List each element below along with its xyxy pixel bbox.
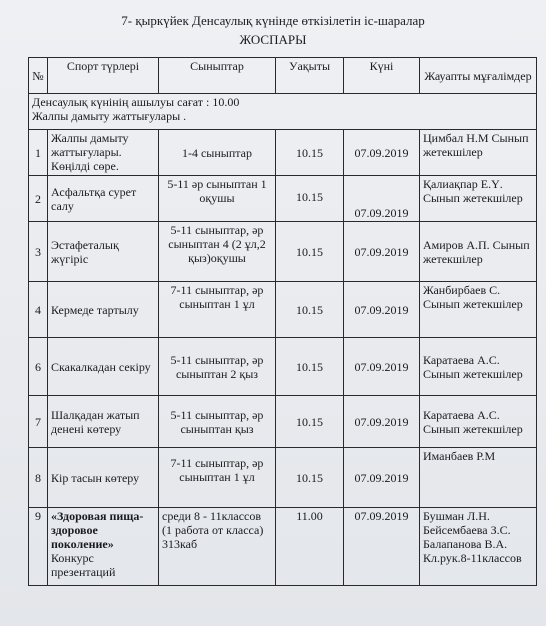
table-row [29,282,537,338]
row-num: 2 [29,176,48,222]
row-num: 6 [29,338,48,396]
table-row [29,448,537,508]
header-num: № [29,58,48,94]
table-row [29,508,537,586]
row-num: 3 [29,222,48,282]
row-classes: 7-11 сыныптар, әр сыныптан 1 ұл [159,448,276,508]
row-time: 10.15 [276,282,344,338]
row-day: 07.09.2019 [344,130,420,176]
row-classes: 5-11 сыныптар, әр сыныптан қыз [159,396,276,448]
row-sport-title: «Здоровая пища- здоровое поколение» [51,509,144,551]
row-sport: Скакалкадан секіру [48,338,159,396]
row-day: 07.09.2019 [344,508,420,586]
row-time: 10.15 [276,176,344,222]
row-day: 07.09.2019 [344,222,420,282]
plan-table [28,57,537,586]
row-responsible: Цимбал Н.М Сынып жетекшілер [420,130,537,176]
section-cell [29,94,537,130]
row-time: 10.15 [276,338,344,396]
row-classes: 7-11 сыныптар, әр сыныптан 1 ұл [159,282,276,338]
row-sport: Кір тасын көтеру [48,448,159,508]
row-classes: 5-11 әр сыныптан 1 оқушы [159,176,276,222]
section-exercises: Жалпы дамыту жаттығулары . [32,109,187,123]
row-num: 1 [29,130,48,176]
row-num: 8 [29,448,48,508]
document-title: 7- қыркүйек Денсаулық күнінде өткізілетін іс-шаралар [121,13,425,28]
row-responsible: Иманбаев Р.М [420,448,537,508]
row-num: 9 [29,508,48,586]
row-day: 07.09.2019 [344,282,420,338]
row-classes: 5-11 сыныптар, әр сыныптан 2 қыз [159,338,276,396]
row-responsible: Жанбирбаев С. Сынып жетекшілер [420,282,537,338]
row-sport: Кермеде тартылу [48,282,159,338]
header-sport: Спорт түрлері [48,58,159,94]
header-classes: Сыныптар [159,58,276,94]
header-day: Күні [344,58,420,94]
header-responsible: Жауапты мұғалімдер [420,58,537,94]
row-responsible: Каратаева А.С. Сынып жетекшілер [420,338,537,396]
row-time: 10.15 [276,222,344,282]
row-day: 07.09.2019 [344,176,420,222]
row-sport [48,508,159,586]
section-row [29,94,537,130]
row-sport-subtitle: Конкурс презентаций [51,551,116,579]
row-responsible: Қалиақпар Е.Ү. Сынып жетекшілер [420,176,537,222]
table-row [29,222,537,282]
row-time: 11.00 [276,508,344,586]
row-day: 07.09.2019 [344,338,420,396]
row-time: 10.15 [276,396,344,448]
row-time: 10.15 [276,448,344,508]
row-classes: 5-11 сыныптар, әр сыныптан 4 (2 ұл,2 қыз)оқушы [159,222,276,282]
row-num: 7 [29,396,48,448]
row-sport: Шалқадан жатып денені көтеру [48,396,159,448]
row-responsible: Каратаева А.С. Сынып жетекшілер [420,396,537,448]
row-sport: Жалпы дамыту жаттығулары. Көңілді сөре. [48,130,159,176]
row-responsible: Бушман Л.Н. Бейсембаева З.С. Балапанова В.А. Кл.рук.8-11классов [420,508,537,586]
row-classes: среди 8 - 11классов (1 работа от класса) 313каб [159,508,276,586]
row-responsible: Амиров А.П. Сынып жетекшілер [420,222,537,282]
row-sport: Асфальтқа сурет салу [48,176,159,222]
table-row [29,176,537,222]
row-day: 07.09.2019 [344,448,420,508]
table-row [29,130,537,176]
row-day: 07.09.2019 [344,396,420,448]
table-row [29,396,537,448]
row-num: 4 [29,282,48,338]
table-row [29,338,537,396]
row-classes: 1-4 сыныптар [159,130,276,176]
header-row [29,58,537,94]
document-subtitle: ЖОСПАРЫ [239,32,307,47]
header-time: Уақыты [276,58,344,94]
row-time: 10.15 [276,130,344,176]
row-sport: Эстафеталық жүгіріс [48,222,159,282]
section-opening: Денсаулық күнінің ашылуы сағат : 10.00 [32,95,240,109]
